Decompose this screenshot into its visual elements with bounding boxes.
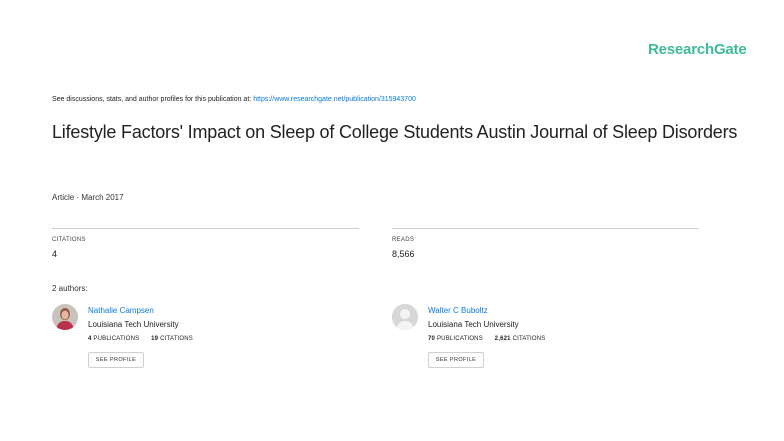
author-citations-count: 19 bbox=[151, 336, 159, 342]
page-title: Lifestyle Factors' Impact on Sleep of College Students Austin Journal of Sleep Disorders bbox=[52, 122, 738, 142]
authors-heading: 2 authors: bbox=[52, 284, 88, 293]
author-citations-label: CITATIONS bbox=[160, 336, 194, 342]
see-text: See discussions, stats, and author profiles for this publication at: bbox=[52, 96, 252, 103]
reads-divider bbox=[392, 228, 699, 229]
citations-divider bbox=[52, 228, 359, 229]
author-institution: Louisiana Tech University bbox=[428, 320, 519, 329]
see-profile-button[interactable]: SEE PROFILE bbox=[428, 352, 484, 368]
author-institution: Louisiana Tech University bbox=[88, 320, 179, 329]
reads-value: 8,566 bbox=[392, 249, 415, 259]
author-card bbox=[392, 304, 692, 374]
see-profile-button[interactable]: SEE PROFILE bbox=[88, 352, 144, 368]
citations-label: CITATIONS bbox=[52, 237, 86, 243]
article-meta: Article · March 2017 bbox=[52, 193, 124, 202]
default-user-icon bbox=[392, 304, 418, 330]
author-stats bbox=[428, 336, 545, 342]
author-citations-count: 2,621 bbox=[494, 336, 511, 342]
author-stats bbox=[88, 336, 193, 342]
publications-count: 70 bbox=[428, 336, 436, 342]
reads-label: READS bbox=[392, 237, 415, 243]
avatar[interactable] bbox=[52, 304, 78, 330]
publication-source-line bbox=[52, 96, 416, 103]
publications-label: PUBLICATIONS bbox=[436, 336, 483, 342]
citations-value: 4 bbox=[52, 249, 58, 259]
publications-label: PUBLICATIONS bbox=[93, 336, 140, 342]
publications-count: 4 bbox=[88, 336, 92, 342]
author-card bbox=[52, 304, 352, 374]
researchgate-logo[interactable]: ResearchGate bbox=[648, 41, 747, 58]
publication-link[interactable]: https://www.researchgate.net/publication/315943700 bbox=[253, 96, 416, 103]
author-name[interactable]: Walter C Buboltz bbox=[428, 306, 488, 315]
avatar[interactable] bbox=[392, 304, 418, 330]
author-citations-label: CITATIONS bbox=[512, 336, 546, 342]
author-name[interactable]: Nathalie Campsen bbox=[88, 306, 154, 315]
author-photo-icon bbox=[52, 304, 78, 330]
